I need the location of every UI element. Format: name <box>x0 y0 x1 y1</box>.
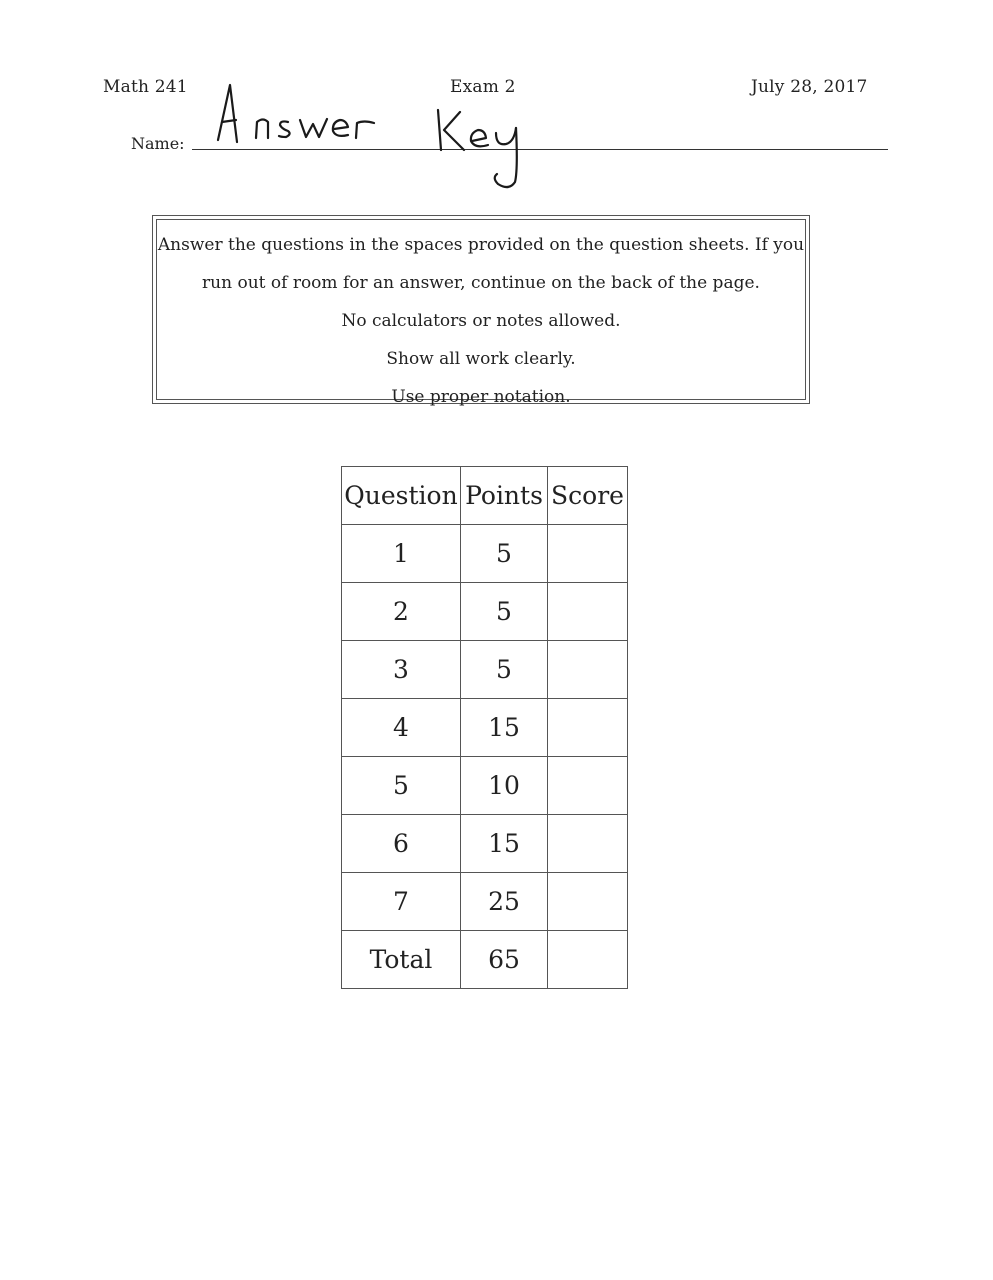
column-header-score: Score <box>548 467 628 525</box>
score-cell <box>548 757 628 815</box>
instruction-line: Show all work clearly. <box>386 349 576 369</box>
table-row <box>342 583 628 641</box>
question-cell: 5 <box>342 757 461 815</box>
points-cell: 25 <box>461 873 548 931</box>
points-cell: 15 <box>461 699 548 757</box>
column-header-question: Question <box>342 467 461 525</box>
score-cell <box>548 815 628 873</box>
instruction-line: Answer the questions in the spaces provided on the question sheets. If you <box>157 235 805 255</box>
points-cell: 10 <box>461 757 548 815</box>
table-row <box>342 699 628 757</box>
score-table <box>341 466 628 989</box>
table-row <box>342 815 628 873</box>
instructions-box <box>152 215 810 407</box>
question-cell: 4 <box>342 699 461 757</box>
question-cell: 1 <box>342 525 461 583</box>
instruction-line: Use proper notation. <box>391 387 571 407</box>
total-points-cell: 65 <box>461 931 548 989</box>
name-label: Name: <box>131 134 185 153</box>
total-row <box>342 931 628 989</box>
course-label: Math 241 <box>103 77 188 97</box>
question-cell: 3 <box>342 641 461 699</box>
score-cell <box>548 525 628 583</box>
score-cell <box>548 873 628 931</box>
exam-title: Exam 2 <box>450 77 516 97</box>
score-cell <box>548 583 628 641</box>
score-cell <box>548 699 628 757</box>
total-label-cell: Total <box>342 931 461 989</box>
handwritten-answer-key <box>200 70 560 200</box>
score-cell <box>548 641 628 699</box>
points-cell: 5 <box>461 525 548 583</box>
instructions-inner <box>156 219 806 407</box>
question-cell: 7 <box>342 873 461 931</box>
table-row <box>342 757 628 815</box>
instruction-line: run out of room for an answer, continue on the back of the page. <box>202 273 760 293</box>
total-score-cell <box>548 931 628 989</box>
table-header-row <box>342 467 628 525</box>
exam-date: July 28, 2017 <box>751 77 868 97</box>
table-row <box>342 641 628 699</box>
column-header-points: Points <box>461 467 548 525</box>
points-cell: 15 <box>461 815 548 873</box>
instruction-line: No calculators or notes allowed. <box>341 311 621 331</box>
question-cell: 6 <box>342 815 461 873</box>
table-row <box>342 873 628 931</box>
table-row <box>342 525 628 583</box>
points-cell: 5 <box>461 641 548 699</box>
question-cell: 2 <box>342 583 461 641</box>
points-cell: 5 <box>461 583 548 641</box>
